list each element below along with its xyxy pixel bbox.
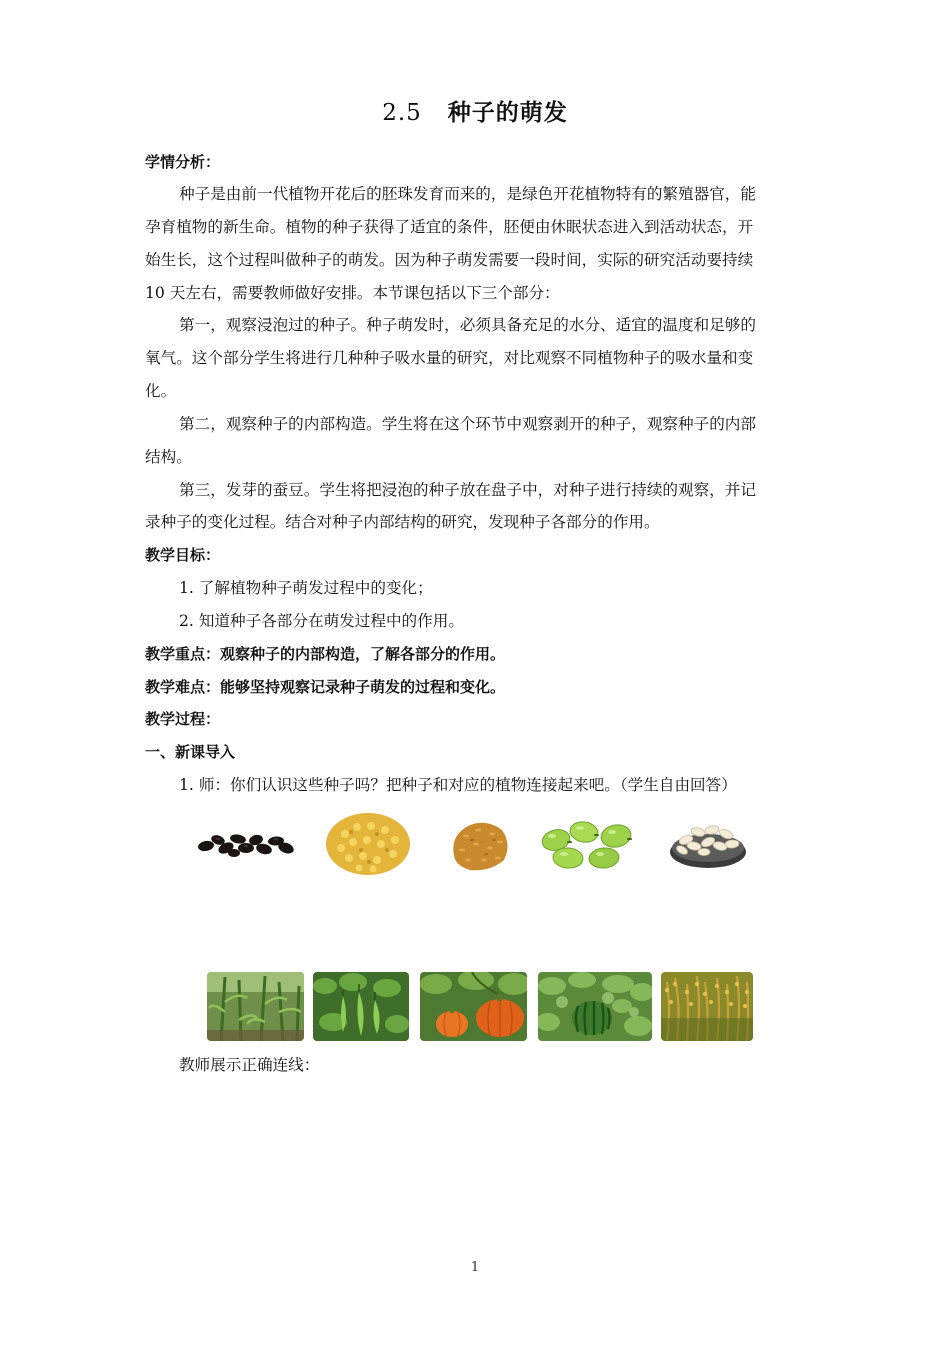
analysis-p1-line-2: 孕育植物的新生命。植物的种子获得了适宜的条件，胚便由休眠状态进入到活动状态，开 [145,218,754,236]
analysis-p1-line-4: 10 天左右，需要教师做好安排。本节课包括以下三个部分： [145,284,560,302]
black-seeds-image [196,826,300,860]
analysis-p1-line-1: 种子是由前一代植物开花后的胚珠发育而来的，是绿色开花植物特有的繁殖器官，能 [179,185,756,203]
key-point: 教学重点：观察种子的内部构造，了解各部分的作用。 [145,645,506,663]
teacher-show-text: 教师展示正确连线： [179,1056,320,1074]
analysis-p1-line-3: 始生长，这个过程叫做种子的萌发。因为种子萌发需要一段时间，实际的研究活动要持续 [145,251,754,269]
pumpkin-plant-image [420,972,527,1041]
intro-question-1: 1. 师：你们认识这些种子吗？把种子和对应的植物连接起来吧。（学生自由回答） [179,776,737,794]
analysis-p4-line-2: 录种子的变化过程。结合对种子内部结构的研究，发现种子各部分的作用。 [145,513,660,531]
corn-kernels-image [325,812,411,876]
intro-heading: 一、新课导入 [145,743,236,761]
analysis-p2-line-2: 氧气。这个部分学生将进行几种种子吸水量的研究，对比观察不同植物种子的吸水量和变 [145,349,754,367]
page-title [0,94,950,127]
goals-heading: 教学目标： [145,546,221,564]
analysis-p4-line-1: 第三，发芽的蚕豆。学生将把浸泡的种子放在盘子中，对种子进行持续的观察，并记 [179,481,756,499]
corn-plant-image [207,972,304,1041]
bean-plant-image [313,972,409,1041]
pumpkin-seeds-image [668,818,748,870]
watermelon-plant-image [538,972,652,1041]
difficulty-point: 教学难点：能够坚持观察记录种子萌发的过程和变化。 [145,678,506,696]
goal-item-1: 1. 了解植物种子萌发过程中的变化； [179,579,433,597]
analysis-p2-line-1: 第一，观察浸泡过的种子。种子萌发时，必须具备充足的水分、适宜的温度和足够的 [179,316,756,334]
analysis-p3-line-1: 第二，观察种子的内部构造。学生将在这个环节中观察剥开的种子，观察种子的内部 [179,415,756,433]
page-number: 1 [470,1260,480,1275]
title-number: 2.5 [382,100,422,126]
analysis-p2-line-3: 化。 [145,382,177,400]
rice-grains-image [446,816,514,874]
title-text: 种子的萌发 [447,99,568,126]
analysis-heading: 学情分析： [145,153,221,171]
goal-item-2: 2. 知道种子各部分在萌发过程中的作用。 [179,612,464,630]
rice-plant-image [661,972,753,1041]
fava-beans-image [538,818,638,870]
process-heading: 教学过程： [145,710,221,728]
analysis-p3-line-2: 结构。 [145,448,192,466]
